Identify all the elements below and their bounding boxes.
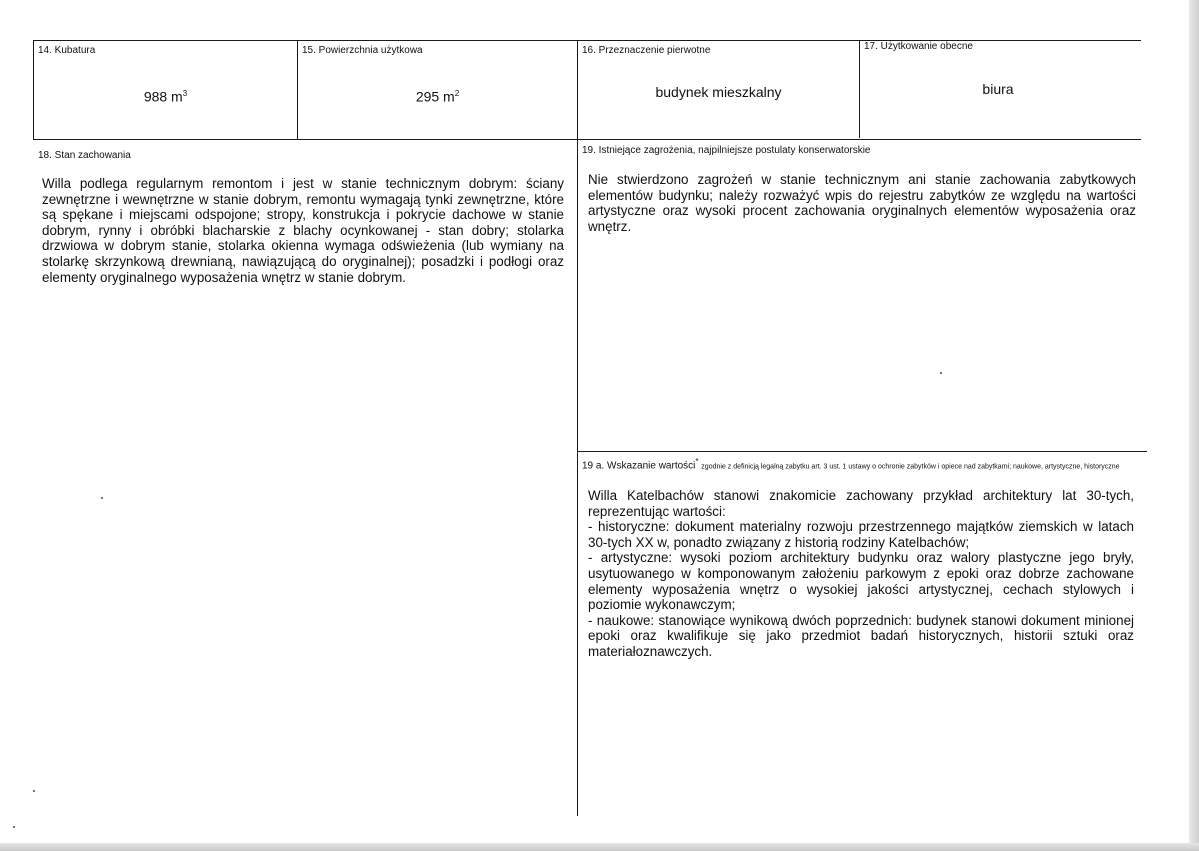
row-divider-line (33, 139, 1141, 140)
field-19-label: 19. Istniejące zagrożenia, najpilniejsze postulaty konserwatorskie (582, 145, 871, 156)
field-16-value: budynek mieszkalny (655, 84, 782, 100)
center-vertical-line (577, 40, 578, 816)
field-16-label: 16. Przeznaczenie pierwotne (582, 45, 711, 56)
field-19a-text (588, 488, 1134, 660)
field-17-label: 17. Użytkowanie obecne (864, 41, 973, 52)
scan-edge-bottom (0, 843, 1199, 851)
field-19a-mark: * (695, 457, 699, 466)
field-15-value: 295 $m^2$ (415, 88, 460, 105)
scan-speck (13, 826, 15, 828)
scan-speck (33, 790, 35, 792)
field-17-value: biura (982, 81, 1014, 97)
field-18-text: Willa podlega regularnym remontom i jest w stanie technicznym dobrym: ściany zewnętrzne i wewnętrzne w stanie dobrym, remontu wymagają tynki zewnętrzne, które są spękane i miejscami odspojone; stropy, konstrukcja i pokrycie dachowe w stanie dobrym, rynny i obróbki blacharskie z blachy ocynkowanej - stan dobry; stolarka drzwiowa w dobrym stanie, stolarka okienna wymaga odświeżenia (lub wymiany na stolarkę skrzynkową drewnianą, nawiązującą do oryginalnej); posadzki i podłogi oraz elementy oryginalnego wyposażenia wnętrz w stanie dobrym. (42, 176, 564, 285)
field-14-value: 988 $m^3$ (143, 88, 188, 105)
field-19a-line: Willa Katelbachów stanowi znakomicie zachowany przykład architektury lat 30-tych, reprezentując wartości: (588, 488, 1134, 519)
field-18-label: 18. Stan zachowania (38, 150, 131, 161)
scan-speck (940, 372, 942, 374)
field-19a-note: zgodnie z definicją legalną zabytku art. 3 ust. 1 ustawy o ochronie zabytków i opiece nad zabytkami; naukowe, artystyczne, historyczne (701, 463, 1120, 471)
field-19a-line: - naukowe: stanowiące wynikową dwóch poprzednich: budynek stanowi dokument minionej epoki oraz kwalifikuje się jako przedmiot badań historycznych, historii sztuki oraz materiałoznawczych. (588, 612, 1134, 659)
scan-edge-right (1189, 0, 1199, 851)
top-border-line (33, 40, 1141, 41)
field-15-label: 15. Powierzchnia użytkowa (302, 45, 423, 56)
field-19a-title: 19 a. Wskazanie wartości (582, 460, 696, 472)
field-19a-line: - artystyczne: wysoki poziom architektury budynku oraz walory plastyczne jego bryły, usytuowanego w komponowanym założeniu parkowym z epoki oraz dobrze zachowane elementy wyposażenia wnętrz o wysokiej jakości artystycznej, cechach stylowych i poziomie wykonawczym; (588, 550, 1134, 613)
field-19a-label (582, 456, 1137, 472)
scan-speck (101, 497, 103, 499)
field-19a-line: - historyczne: dokument materialny rozwoju przestrzennego majątków ziemskich w latach 30-tych XX w, ponadto związany z historią rodziny Katelbachów; (588, 519, 1134, 550)
field-14-label: 14. Kubatura (38, 45, 96, 56)
field-19-text: Nie stwierdzono zagrożeń w stanie technicznym ani stanie zachowania zabytkowych elementów budynku; należy rozważyć wpis do rejestru zabytków ze względu na wartości artystyczne oraz wysoki procent zachowania oryginalnych elementów wyposażenia oraz wnętrz. (588, 172, 1136, 234)
divider-19-19a (578, 451, 1147, 452)
